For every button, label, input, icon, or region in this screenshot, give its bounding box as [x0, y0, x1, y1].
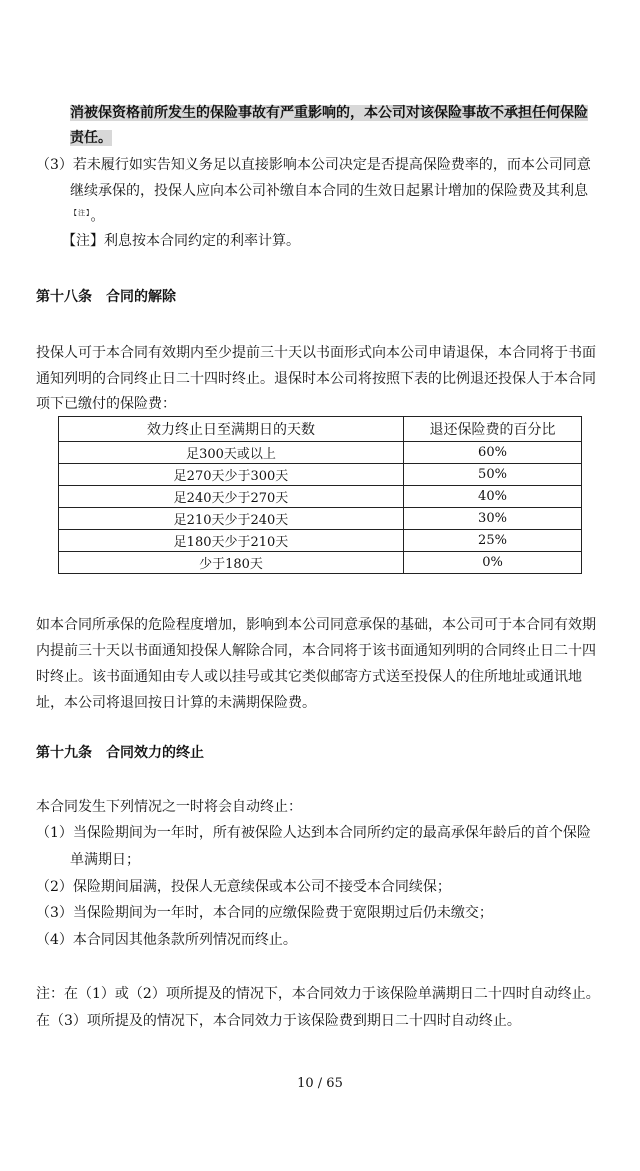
table-cell-percent: 50%	[404, 464, 582, 486]
table-row	[59, 442, 582, 464]
table-cell-percent: 0%	[404, 552, 582, 574]
clause19-note-line2: 在（3）项所提及的情况下，本合同效力于该保险费到期日二十四时自动终止。	[36, 1013, 521, 1029]
table-cell-days: 足270天少于300天	[59, 464, 404, 486]
bold-continuation-line1	[70, 102, 588, 124]
table-cell-days: 足210天少于240天	[59, 508, 404, 530]
bold-continuation-line2	[70, 127, 112, 149]
clause19-item1-line1: （1）当保险期间为一年时，所有被保险人达到本合同所约定的最高承保年龄后的首个保险	[36, 825, 591, 841]
table-cell-days: 足180天少于210天	[59, 530, 404, 552]
table-cell-percent: 60%	[404, 442, 582, 464]
refund-ratio-table	[58, 416, 582, 574]
table-row	[59, 530, 582, 552]
table-header-row	[59, 417, 582, 442]
table-row	[59, 552, 582, 574]
item3-end: 。	[90, 208, 105, 225]
clause19-item3: （3）当保险期间为一年时，本合同的应缴保险费于宽限期过后仍未缴交；	[36, 905, 493, 921]
clause18-para2-line2: 内提前三十天以书面通知投保人解除合同，本合同将于该书面通知列明的合同终止日二十四	[36, 643, 596, 659]
table-cell-percent: 40%	[404, 486, 582, 508]
table-header-percent: 退还保险费的百分比	[404, 417, 582, 442]
clause18-para2-line1: 如本合同所承保的危险程度增加，影响到本公司同意承保的基础，本公司可于本合同有效期	[36, 617, 596, 633]
clause18-para1-line2: 通知列明的合同终止日二十四时终止。退保时本公司将按照下表的比例退还投保人于本合同	[36, 371, 596, 387]
item3-line1: （3）若未履行如实告知义务足以直接影响本公司决定是否提高保险费率的，而本公司同意	[36, 157, 591, 173]
clause19-item2: （2）保险期间届满，投保人无意续保或本公司不接受本合同续保；	[36, 879, 451, 895]
note-marker: 【注】	[70, 209, 91, 217]
table-row	[59, 486, 582, 508]
clause19-note-line1: 注：在（1）或（2）项所提及的情况下，本合同效力于该保险单满期日二十四时自动终止。	[36, 986, 600, 1002]
table-cell-days: 足240天少于270天	[59, 486, 404, 508]
clause18-para1-line3: 项下已缴付的保险费：	[36, 396, 176, 412]
clause18-para2-line4: 址，本公司将退回按日计算的未满期保险费。	[36, 695, 316, 711]
clause19-item1-line2: 单满期日；	[70, 852, 140, 868]
clause18-para1-line1: 投保人可于本合同有效期内至少提前三十天以书面形式向本公司申请退保，本合同将于书面	[36, 345, 596, 361]
table-row	[59, 464, 582, 486]
item3-line2: 继续承保的，投保人应向本公司补缴自本合同的生效日起累计增加的保险费及其利息	[70, 183, 588, 199]
clause19-heading: 第十九条 合同效力的终止	[36, 745, 204, 761]
table-cell-days: 足300天或以上	[59, 442, 404, 464]
interest-note: 【注】利息按本合同约定的利率计算。	[62, 233, 300, 249]
clause18-para2-line3: 时终止。该书面通知由专人或以挂号或其它类似邮寄方式送至投保人的住所地址或通讯地	[36, 669, 582, 685]
table-cell-percent: 30%	[404, 508, 582, 530]
table-cell-percent: 25%	[404, 530, 582, 552]
page-indicator: 10 / 65	[297, 1076, 343, 1091]
highlighted-text: 消被保资格前所发生的保险事故有严重影响的，本公司对该保险事故不承担任何保险	[70, 105, 588, 121]
highlighted-text: 责任。	[70, 130, 112, 146]
table-header-days: 效力终止日至满期日的天数	[59, 417, 404, 442]
table-row	[59, 508, 582, 530]
clause19-item4: （4）本合同因其他条款所列情况而终止。	[36, 932, 297, 948]
clause19-intro: 本合同发生下列情况之一时将会自动终止：	[36, 799, 302, 815]
clause18-heading: 第十八条 合同的解除	[36, 289, 176, 305]
table-cell-days: 少于180天	[59, 552, 404, 574]
item3-line3	[70, 202, 105, 224]
